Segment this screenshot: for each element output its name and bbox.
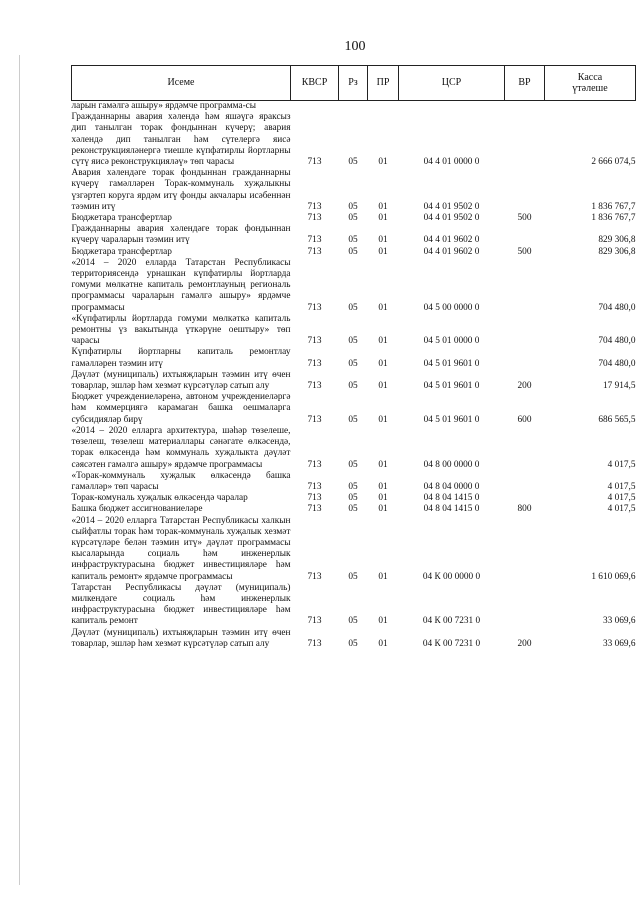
table-row (72, 583, 636, 628)
cell-vr (505, 471, 545, 493)
cell-name: Гражданнарны авария хәлендәге торак фондыннан күчерү чараларын тәэмин итү (71, 224, 291, 246)
cell-pr: 01 (378, 302, 388, 313)
cell-pr: 01 (378, 493, 388, 504)
table-row (72, 493, 636, 504)
table-row (72, 213, 636, 224)
cell-csr: 04 4 01 9602 0 (423, 246, 480, 257)
table-row (72, 258, 636, 314)
cell-sum: 4 017,5 (607, 459, 636, 470)
table-row (72, 101, 636, 113)
cell-vr (505, 258, 545, 314)
cell-csr: 04 5 01 0000 0 (423, 336, 480, 347)
cell-kvsr: 713 (307, 336, 322, 347)
cell-pr: 01 (378, 235, 388, 246)
cell-pr: 01 (378, 336, 388, 347)
table-row (72, 392, 636, 426)
cell-rz: 05 (348, 302, 358, 313)
cell-name: «2014 – 2020 елларга архитектура, шәһәр төзелеше, төзелеш, төзелеш материаллары сәнәгате өлкәсендә, торак өлкәсендә һәм коммуналь хуҗалыкта дәүләт сәясәтен гамәлгә ашыру» ярдәмче программасы (71, 425, 291, 470)
table-row (72, 247, 636, 258)
table-row (72, 168, 636, 213)
table-row (72, 224, 636, 246)
cell-csr: 04 8 04 0000 0 (423, 481, 480, 492)
cell-sum: 829 306,8 (598, 246, 636, 257)
cell-sum: 2 666 074,5 (591, 157, 636, 168)
cell-kvsr: 713 (307, 638, 322, 649)
cell-rz: 05 (348, 616, 358, 627)
cell-vr (505, 224, 545, 246)
cell-rz: 05 (348, 481, 358, 492)
cell-kvsr: 713 (307, 414, 322, 425)
header-vr: ВР (505, 66, 545, 101)
header-kassa-top: Касса (577, 71, 603, 83)
header-name: Исеме (72, 66, 291, 101)
cell-name: «2014 – 2020 елларга Татарстан Республикасы халкын сыйфатлы торак һәм торак-коммуналь хуҗалык хезмәт күрсәтүләре белән тәэмин итү» дәүләт программасы кысаларында социаль һәм инженерлык инфраструктурасына бюджет инвестицияләре һәм капиталь ремонт» ярдәмче программасы (71, 515, 291, 582)
cell-kvsr: 713 (307, 157, 322, 168)
cell-kvsr: 713 (307, 302, 322, 313)
cell-name: «Күпфатирлы йортларда гомуми мөлкәткә капиталь ремонтны үз вакытында үткәрүне оештыру» төп чарасы (71, 313, 291, 347)
cell-vr (505, 516, 545, 583)
cell-pr: 01 (378, 358, 388, 369)
cell-name: «2014 – 2020 елларда Татарстан Республикасы территориясендә урнашкан күпфатирлы йортларда гомуми мөлкәтне капиталь ремонтлауның региональ программасы чараларын гамәлгә ашыру» ярдәмче программасы (71, 257, 291, 313)
cell-rz: 05 (348, 493, 358, 504)
cell-pr: 01 (378, 481, 388, 492)
table-row (72, 370, 636, 392)
scan-margin-line (19, 55, 20, 885)
cell-sum: 704 480,0 (598, 336, 636, 347)
cell-rz: 05 (348, 157, 358, 168)
cell-csr: 04 5 01 9601 0 (423, 414, 480, 425)
cell-kvsr: 713 (307, 504, 322, 515)
cell-kvsr: 713 (307, 235, 322, 246)
cell-vr (505, 426, 545, 471)
cell-csr: 04 К 00 7231 0 (422, 638, 481, 649)
cell-pr: 01 (378, 213, 388, 224)
cell-vr: 500 (517, 213, 532, 224)
cell-csr: 04 4 01 0000 0 (423, 157, 480, 168)
cell-name: Авария хәлендәге торак фондыннан гражданнарны күчерү гамәлләрен Торак-коммуналь хуҗалыкны үзгәртеп коруга ярдәм итү фонды акчалары исәбеннән тәэмин итү (71, 168, 291, 212)
page-number: 100 (344, 39, 366, 54)
cell-csr: 04 8 00 0000 0 (423, 459, 480, 470)
cell-kvsr (291, 101, 339, 113)
table-row (72, 516, 636, 583)
cell-vr: 200 (517, 381, 532, 392)
cell-pr (368, 101, 399, 113)
table-row (72, 112, 636, 168)
table-header (72, 66, 636, 101)
cell-vr (505, 314, 545, 348)
cell-vr (505, 112, 545, 168)
cell-rz (339, 101, 368, 113)
cell-vr (505, 168, 545, 213)
cell-csr: 04 8 04 1415 0 (423, 504, 480, 515)
table-row (72, 471, 636, 493)
cell-rz: 05 (348, 414, 358, 425)
cell-vr (505, 101, 545, 113)
cell-sum: 1 836 767,7 (591, 213, 636, 224)
cell-name: Башка бюджет ассигнованиеләре (71, 504, 203, 515)
cell-csr: 04 5 01 9601 0 (423, 381, 480, 392)
cell-sum: 686 565,5 (598, 414, 636, 425)
header-kvsr: КВСР (291, 66, 339, 101)
cell-kvsr: 713 (307, 616, 322, 627)
table-row (72, 347, 636, 369)
cell-rz: 05 (348, 638, 358, 649)
cell-rz: 05 (348, 201, 358, 212)
table-row (72, 504, 636, 515)
cell-name: Торак-комуналь хуҗалык өлкәсендә чаралар (71, 493, 248, 504)
cell-kvsr: 713 (307, 213, 322, 224)
cell-name: Татарстан Республикасы дәүләт (муниципаль) милкендәге социаль һәм инженерлык инфраструктурасына бюджет инвестицияләре һәм капиталь ремонт (71, 582, 291, 627)
cell-sum: 704 480,0 (598, 358, 636, 369)
cell-name: «Торак-коммуналь хуҗалык өлкәсендә башка гамәлләр» төп чарасы (71, 470, 291, 492)
cell-vr: 200 (517, 638, 532, 649)
cell-csr: 04 4 01 9602 0 (423, 235, 480, 246)
cell-name: Күпфатирлы йортларны капиталь ремонтлау гамәлләрен тәэмин итү (71, 347, 291, 369)
cell-rz: 05 (348, 459, 358, 470)
cell-csr: 04 К 00 0000 0 (422, 571, 481, 582)
cell-name: Бюджетара трансфертлар (71, 246, 172, 257)
cell-rz: 05 (348, 571, 358, 582)
cell-pr: 01 (378, 638, 388, 649)
header-csr: ЦСР (399, 66, 505, 101)
header-kassa-bottom: үтәлеше (572, 83, 608, 94)
cell-name: Дәүләт (муниципаль) ихтыяҗларын тәэмин итү өчен товарлар, эшләр һәм хезмәт күрсәтүләр сатып алу (71, 627, 291, 649)
cell-name: Гражданнарны авария хәлендә һәм яшәүгә яраксыз дип танылган торак фондыннан күчерү; авария хәлендә дип танылган һәм сүтелергә яисә реконструкцияләнергә тиешле күпфатирлы йортларны сүтү яисә реконструкцияләү» төп чарасы (71, 112, 291, 168)
cell-vr: 800 (517, 504, 532, 515)
cell-csr: 04 5 01 9601 0 (423, 358, 480, 369)
cell-vr (505, 347, 545, 369)
cell-rz: 05 (348, 504, 358, 515)
cell-name: ларын гамәлгә ашыру» ярдәмче программа-сы (71, 101, 257, 111)
cell-sum: 17 914,5 (602, 381, 636, 392)
header-pr: ПР (368, 66, 399, 101)
cell-sum: 829 306,8 (598, 235, 636, 246)
cell-csr: 04 5 00 0000 0 (423, 302, 480, 313)
cell-csr (399, 101, 505, 113)
cell-csr: 04 4 01 9502 0 (423, 201, 480, 212)
table-row (72, 628, 636, 650)
cell-sum: 4 017,5 (607, 481, 636, 492)
cell-pr: 01 (378, 381, 388, 392)
cell-pr: 01 (378, 414, 388, 425)
cell-rz: 05 (348, 213, 358, 224)
cell-vr: 500 (517, 246, 532, 257)
cell-sum: 704 480,0 (598, 302, 636, 313)
cell-sum: 33 069,6 (602, 638, 636, 649)
cell-kvsr: 713 (307, 459, 322, 470)
cell-name: Бюджет учреждениеләренә, автоном учреждениеләргә һәм коммерциягә карамаган башка оешмаларга субсидияләр бирү (71, 392, 291, 425)
cell-kvsr: 713 (307, 201, 322, 212)
cell-kvsr: 713 (307, 358, 322, 369)
cell-kvsr: 713 (307, 571, 322, 582)
cell-rz: 05 (348, 235, 358, 246)
cell-name: Дәүләт (муниципаль) ихтыяҗларын тәэмин итү өчен товарлар, эшләр һәм хезмәт күрсәтүләр сатып алу (71, 369, 291, 392)
cell-csr: 04 К 00 7231 0 (422, 616, 481, 627)
cell-kvsr: 713 (307, 381, 322, 392)
cell-rz: 05 (348, 336, 358, 347)
table-row (72, 314, 636, 348)
cell-sum: 4 017,5 (607, 493, 636, 504)
cell-vr: 600 (517, 414, 532, 425)
cell-pr: 01 (378, 504, 388, 515)
cell-rz: 05 (348, 381, 358, 392)
cell-name: Бюджетара трансфертлар (71, 213, 172, 224)
cell-pr: 01 (378, 616, 388, 627)
cell-csr: 04 8 04 1415 0 (423, 493, 480, 504)
table-body (72, 101, 636, 650)
cell-pr: 01 (378, 459, 388, 470)
cell-sum: 1 610 069,6 (591, 571, 636, 582)
header-rz: Рз (339, 66, 368, 101)
cell-rz: 05 (348, 246, 358, 257)
header-kassa (545, 66, 636, 101)
cell-kvsr: 713 (307, 246, 322, 257)
cell-pr: 01 (378, 571, 388, 582)
cell-csr: 04 4 01 9502 0 (423, 213, 480, 224)
cell-sum: 1 836 767,7 (591, 201, 636, 212)
cell-kvsr: 713 (307, 481, 322, 492)
cell-pr: 01 (378, 246, 388, 257)
cell-sum (545, 101, 636, 113)
cell-vr (505, 493, 545, 504)
budget-table (71, 65, 636, 650)
cell-sum: 4 017,5 (607, 504, 636, 515)
cell-vr (505, 583, 545, 628)
cell-pr: 01 (378, 201, 388, 212)
cell-sum: 33 069,6 (602, 616, 636, 627)
cell-kvsr: 713 (307, 493, 322, 504)
table-row (72, 426, 636, 471)
cell-rz: 05 (348, 358, 358, 369)
cell-pr: 01 (378, 157, 388, 168)
